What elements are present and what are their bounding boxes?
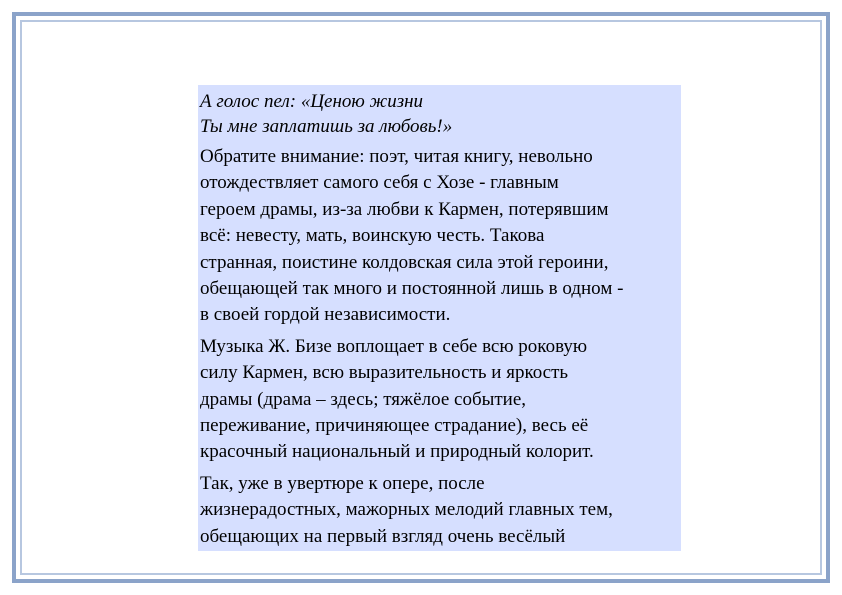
paragraph-line: обещающих на первый взгляд очень весёлый xyxy=(200,525,566,547)
paragraph-line: Так, уже в увертюре к опере, после xyxy=(200,472,485,494)
paragraph-line: силу Кармен, всю выразительность и яркость xyxy=(200,362,569,384)
paragraph-line: отождествляет самого себя с Хозе - главным xyxy=(200,172,559,194)
poem-quote xyxy=(200,89,679,139)
paragraph-overture xyxy=(200,471,679,550)
paragraph-line: героем драмы, из-за любви к Кармен, потерявшим xyxy=(200,198,609,220)
paragraph-line: Музыка Ж. Бизе воплощает в себе всю роковую xyxy=(200,335,588,357)
paragraph-line: драмы (драма – здесь; тяжёлое событие, xyxy=(200,388,527,410)
paragraph-line: в своей гордой независимости. xyxy=(200,304,451,326)
paragraph-poet xyxy=(200,144,679,329)
text-block xyxy=(198,85,681,551)
paragraph-line: жизнерадостных, мажорных мелодий главных тем, xyxy=(200,499,613,521)
paragraph-line: Обратите внимание: поэт, читая книгу, невольно xyxy=(200,146,593,167)
paragraph-line: переживание, причиняющее страдание), весь её xyxy=(200,415,589,437)
paragraph-music xyxy=(200,334,679,466)
quote-line: А голос пел: «Ценою жизни xyxy=(200,91,424,112)
paragraph-line: странная, поистине колдовская сила этой героини, xyxy=(200,251,609,273)
paragraph-line: обещающей так много и постоянной лишь в одном - xyxy=(200,278,624,300)
paragraph-line: красочный национальный и природный колорит. xyxy=(200,441,594,463)
paragraph-line: всё: невесту, мать, воинскую честь. Такова xyxy=(200,225,545,247)
quote-line: Ты мне заплатишь за любовь!» xyxy=(200,116,453,137)
